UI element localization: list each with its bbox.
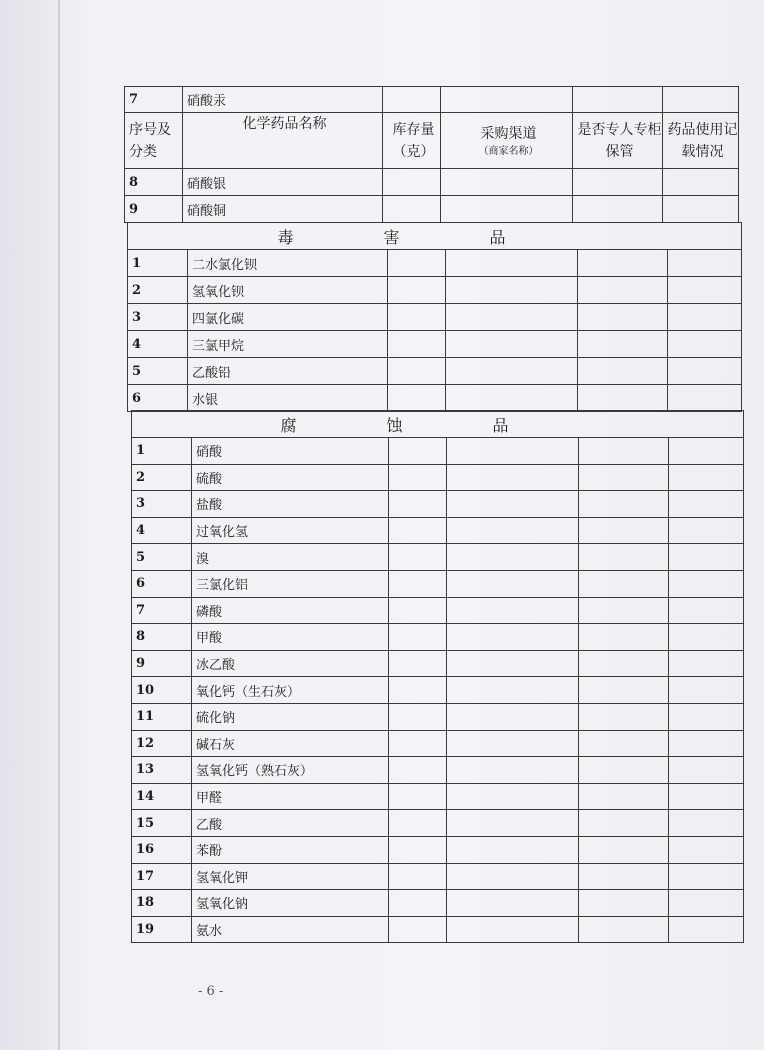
- header-source-label: 采购渠道: [480, 125, 537, 142]
- chemical-name: 硫酸: [192, 464, 389, 491]
- cabinet-cell: [579, 863, 669, 890]
- stock-cell: [389, 916, 447, 943]
- chemical-name: 盐酸: [192, 491, 389, 518]
- chemical-name: 硝酸铜: [183, 196, 383, 223]
- cabinet-cell: [578, 331, 668, 358]
- row-index: 15: [132, 810, 192, 837]
- chemical-name: 硝酸汞: [183, 87, 383, 113]
- stock-cell: [389, 783, 447, 810]
- chemical-name: 硝酸: [192, 438, 389, 465]
- row-index: 8: [132, 624, 192, 651]
- stock-cell: [383, 196, 441, 223]
- usage-cell: [669, 703, 744, 730]
- chemical-name: 过氧化氢: [192, 517, 389, 544]
- chemical-name: 氢氧化钾: [192, 863, 389, 890]
- usage-cell: [663, 87, 739, 113]
- page-number: - 6 -: [198, 984, 224, 999]
- source-cell: [447, 464, 579, 491]
- stock-cell: [389, 491, 447, 518]
- table-row: [132, 544, 744, 571]
- table-row: [128, 358, 742, 385]
- chemical-name: 水银: [188, 385, 388, 412]
- stock-cell: [388, 358, 446, 385]
- source-cell: [446, 358, 578, 385]
- source-cell: [447, 491, 579, 518]
- section-title-corrosive: 腐蚀品: [132, 411, 744, 438]
- table-row: [132, 703, 744, 730]
- usage-cell: [668, 358, 742, 385]
- stock-cell: [389, 517, 447, 544]
- chemical-name: 氢氧化钠: [192, 890, 389, 917]
- stock-cell: [383, 87, 441, 113]
- cabinet-cell: [579, 783, 669, 810]
- table-row: [132, 810, 744, 837]
- usage-cell: [669, 597, 744, 624]
- usage-cell: [669, 810, 744, 837]
- header-row: [125, 113, 739, 169]
- chemical-name: 三氯甲烷: [188, 331, 388, 358]
- chemical-name: 氢氧化钡: [188, 277, 388, 304]
- usage-cell: [669, 863, 744, 890]
- table-row: [132, 677, 744, 704]
- stock-cell: [383, 169, 441, 196]
- source-cell: [447, 703, 579, 730]
- row-index: 8: [125, 169, 183, 196]
- cabinet-cell: [579, 517, 669, 544]
- stock-cell: [389, 677, 447, 704]
- row-index: 16: [132, 836, 192, 863]
- cabinet-cell: [573, 196, 663, 223]
- chemical-name: 氢氧化钙（熟石灰）: [192, 757, 389, 784]
- row-index: 14: [132, 783, 192, 810]
- usage-cell: [668, 304, 742, 331]
- source-cell: [447, 544, 579, 571]
- chemical-name: 乙酸: [192, 810, 389, 837]
- source-cell: [447, 677, 579, 704]
- source-cell: [446, 304, 578, 331]
- chemical-name: 氧化钙（生石灰）: [192, 677, 389, 704]
- usage-cell: [669, 570, 744, 597]
- chemical-name: 溴: [192, 544, 389, 571]
- usage-cell: [668, 277, 742, 304]
- table-row: [132, 836, 744, 863]
- section-row: [128, 223, 742, 250]
- usage-cell: [668, 250, 742, 277]
- stock-cell: [389, 810, 447, 837]
- stock-cell: [388, 250, 446, 277]
- row-index: 6: [132, 570, 192, 597]
- chemical-name: 磷酸: [192, 597, 389, 624]
- stock-cell: [389, 597, 447, 624]
- cabinet-cell: [578, 250, 668, 277]
- table-row: [132, 438, 744, 465]
- cabinet-cell: [578, 304, 668, 331]
- table-row: [128, 385, 742, 412]
- cabinet-cell: [579, 597, 669, 624]
- section-row: [132, 411, 744, 438]
- table-row: [132, 890, 744, 917]
- table-row: [132, 863, 744, 890]
- source-cell: [446, 250, 578, 277]
- row-index: 18: [132, 890, 192, 917]
- row-index: 9: [125, 196, 183, 223]
- chemical-inventory-table-bottom: [127, 222, 742, 412]
- source-cell: [447, 757, 579, 784]
- stock-cell: [389, 757, 447, 784]
- cabinet-cell: [579, 916, 669, 943]
- table-row: [125, 169, 739, 196]
- usage-cell: [669, 491, 744, 518]
- table-row: [132, 783, 744, 810]
- usage-cell: [668, 385, 742, 412]
- cabinet-cell: [579, 730, 669, 757]
- row-index: 10: [132, 677, 192, 704]
- source-cell: [447, 783, 579, 810]
- source-cell: [447, 517, 579, 544]
- header-stock: 库存量（克）: [383, 113, 441, 169]
- row-index: 9: [132, 650, 192, 677]
- chemical-name: 冰乙酸: [192, 650, 389, 677]
- cabinet-cell: [579, 703, 669, 730]
- table-row: [128, 304, 742, 331]
- row-index: 12: [132, 730, 192, 757]
- usage-cell: [669, 890, 744, 917]
- table-row: [128, 331, 742, 358]
- source-cell: [447, 650, 579, 677]
- chemical-name: 乙酸铅: [188, 358, 388, 385]
- source-cell: [447, 597, 579, 624]
- source-cell: [447, 570, 579, 597]
- row-index: 2: [128, 277, 188, 304]
- stock-cell: [389, 703, 447, 730]
- stock-cell: [389, 438, 447, 465]
- usage-cell: [669, 757, 744, 784]
- row-index: 2: [132, 464, 192, 491]
- header-chemical-name: 化学药品名称: [183, 113, 383, 169]
- source-cell: [441, 87, 573, 113]
- source-cell: [447, 438, 579, 465]
- header-source: [441, 113, 573, 169]
- table-row: [132, 517, 744, 544]
- header-index: 序号及分类: [125, 113, 183, 169]
- chemical-name: 甲醛: [192, 783, 389, 810]
- cabinet-cell: [578, 277, 668, 304]
- cabinet-cell: [579, 836, 669, 863]
- cabinet-cell: [579, 890, 669, 917]
- row-index: 5: [128, 358, 188, 385]
- stock-cell: [389, 544, 447, 571]
- chemical-name: 二水氯化钡: [188, 250, 388, 277]
- table-row: [132, 624, 744, 651]
- chemical-name: 四氯化碳: [188, 304, 388, 331]
- usage-cell: [669, 517, 744, 544]
- row-index: 1: [132, 438, 192, 465]
- stock-cell: [388, 385, 446, 412]
- stock-cell: [388, 331, 446, 358]
- source-cell: [447, 624, 579, 651]
- chemical-name: 甲酸: [192, 624, 389, 651]
- stock-cell: [388, 277, 446, 304]
- row-index: 3: [132, 491, 192, 518]
- chemical-inventory-table-top: [124, 86, 739, 223]
- row-index: 17: [132, 863, 192, 890]
- table-row: [132, 597, 744, 624]
- cabinet-cell: [573, 87, 663, 113]
- usage-cell: [669, 916, 744, 943]
- usage-cell: [669, 624, 744, 651]
- cabinet-cell: [579, 491, 669, 518]
- cabinet-cell: [579, 624, 669, 651]
- row-index: 4: [132, 517, 192, 544]
- cabinet-cell: [578, 385, 668, 412]
- usage-cell: [669, 464, 744, 491]
- source-cell: [447, 916, 579, 943]
- row-index: 7: [125, 87, 183, 113]
- stock-cell: [389, 863, 447, 890]
- usage-cell: [669, 650, 744, 677]
- cabinet-cell: [579, 544, 669, 571]
- cabinet-cell: [579, 677, 669, 704]
- stock-cell: [389, 650, 447, 677]
- chemical-name: 硝酸银: [183, 169, 383, 196]
- chemical-name: 苯酚: [192, 836, 389, 863]
- stock-cell: [389, 624, 447, 651]
- section-title-toxic: 毒害品: [128, 223, 742, 250]
- source-cell: [447, 730, 579, 757]
- cabinet-cell: [579, 810, 669, 837]
- source-cell: [447, 863, 579, 890]
- table-row: [132, 464, 744, 491]
- chemical-name: 硫化钠: [192, 703, 389, 730]
- usage-cell: [669, 438, 744, 465]
- row-index: 11: [132, 703, 192, 730]
- source-cell: [441, 169, 573, 196]
- source-cell: [447, 836, 579, 863]
- table-row: [132, 757, 744, 784]
- cabinet-cell: [579, 570, 669, 597]
- cabinet-cell: [579, 438, 669, 465]
- table-row: [132, 570, 744, 597]
- table-row: [128, 250, 742, 277]
- source-cell: [447, 890, 579, 917]
- cabinet-cell: [578, 358, 668, 385]
- row-index: 6: [128, 385, 188, 412]
- stock-cell: [389, 836, 447, 863]
- header-source-sublabel: （商家名称）: [478, 145, 539, 157]
- usage-cell: [663, 169, 739, 196]
- row-index: 7: [132, 597, 192, 624]
- chemical-name: 氨水: [192, 916, 389, 943]
- usage-cell: [663, 196, 739, 223]
- usage-cell: [669, 783, 744, 810]
- usage-cell: [668, 331, 742, 358]
- source-cell: [441, 196, 573, 223]
- row-index: 1: [128, 250, 188, 277]
- cabinet-cell: [579, 757, 669, 784]
- table-row: [132, 650, 744, 677]
- row-index: 13: [132, 757, 192, 784]
- header-cabinet: 是否专人专柜保管: [573, 113, 663, 169]
- source-cell: [446, 331, 578, 358]
- row-index: 4: [128, 331, 188, 358]
- usage-cell: [669, 544, 744, 571]
- stock-cell: [389, 890, 447, 917]
- source-cell: [446, 385, 578, 412]
- usage-cell: [669, 836, 744, 863]
- header-usage: 药品使用记载情况: [663, 113, 739, 169]
- source-cell: [446, 277, 578, 304]
- cabinet-cell: [579, 650, 669, 677]
- cabinet-cell: [579, 464, 669, 491]
- corrosive-inventory-table: [131, 410, 744, 943]
- usage-cell: [669, 677, 744, 704]
- row-index: 5: [132, 544, 192, 571]
- cabinet-cell: [573, 169, 663, 196]
- page-fold-shadow: [58, 0, 60, 1050]
- usage-cell: [669, 730, 744, 757]
- row-index: 3: [128, 304, 188, 331]
- chemical-name: 三氯化铝: [192, 570, 389, 597]
- stock-cell: [388, 304, 446, 331]
- table-row: [132, 916, 744, 943]
- table-row: [132, 491, 744, 518]
- row-index: 19: [132, 916, 192, 943]
- stock-cell: [389, 570, 447, 597]
- table-row: [128, 277, 742, 304]
- table-row: [125, 87, 739, 113]
- table-row: [132, 730, 744, 757]
- chemical-name: 碱石灰: [192, 730, 389, 757]
- table-row: [125, 196, 739, 223]
- stock-cell: [389, 464, 447, 491]
- stock-cell: [389, 730, 447, 757]
- source-cell: [447, 810, 579, 837]
